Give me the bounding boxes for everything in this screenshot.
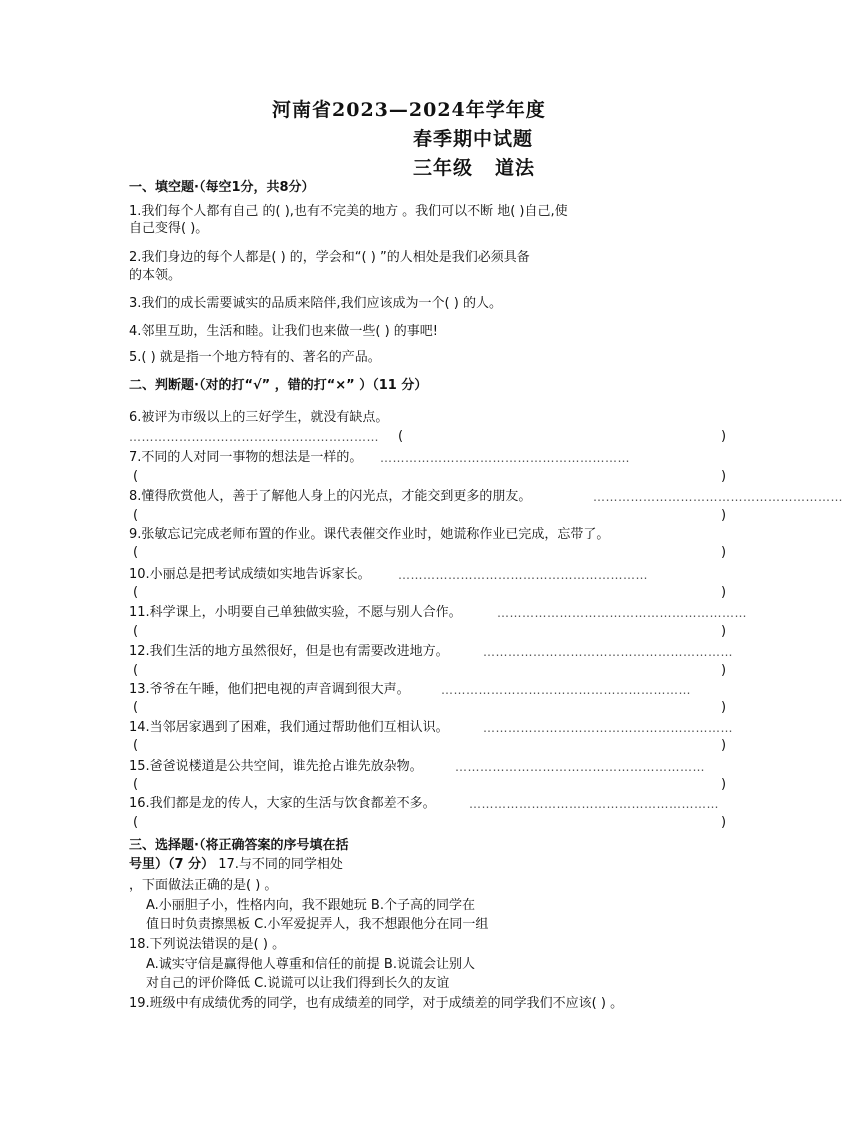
answer-paren-open: ( [133, 508, 139, 523]
dot-leader: …………………………………………………… [398, 568, 648, 582]
question-1-line-2: 自己变得( )。 [129, 221, 209, 236]
answer-paren-close: ) [721, 624, 727, 639]
question-19: 19.班级中有成绩优秀的同学，也有成绩差的同学，对于成绩差的同学我们不应该( ) 。 [129, 996, 624, 1011]
judge-item: 6.被评为市级以上的三好学生，就没有缺点。 [129, 410, 389, 425]
answer-paren-open: ( [133, 624, 139, 639]
grade-subject [413, 153, 535, 180]
judge-item: 8.懂得欣赏他人，善于了解他人身上的闪光点，才能交到更多的朋友。 [129, 489, 532, 504]
answer-paren-close: ) [721, 585, 727, 600]
dot-leader: …………………………………………………… [469, 797, 719, 811]
question-17-start: 17.与不同的同学相处 [214, 857, 343, 872]
dot-leader: …………………………………………………… [483, 645, 733, 659]
answer-paren-open: ( [133, 738, 139, 753]
question-18: 18.下列说法错误的是( ) 。 [129, 937, 286, 952]
question-18-options-2: 对自己的评价降低 C.说谎可以让我们得到长久的友谊 [146, 976, 450, 991]
judge-item: 16.我们都是龙的传人，大家的生活与饮食都差不多。 [129, 796, 436, 811]
answer-paren-close: ) [721, 469, 727, 484]
question-5: 5.( ) 就是指一个地方特有的、著名的产品。 [129, 350, 381, 365]
judge-item: 7.不同的人对同一事物的想法是一样的。 [129, 450, 363, 465]
answer-paren-close: ) [721, 815, 727, 830]
exam-title: 河南省2023—2024年学年度 [272, 99, 546, 121]
grade-label: 三年级 [413, 157, 474, 179]
answer-paren-close: ) [721, 663, 727, 678]
dot-leader: …………………………………………………… [380, 451, 630, 465]
question-4: 4.邻里互助，生活和睦。让我们也来做一些( ) 的事吧! [129, 324, 439, 339]
answer-paren-close: ) [721, 545, 727, 560]
dot-leader: …………………………………………………… [129, 430, 379, 444]
judge-item: 11.科学课上，小明要自己单独做实验，不愿与别人合作。 [129, 605, 462, 620]
answer-paren-close: ) [721, 508, 727, 523]
exam-subtitle: 春季期中试题 [413, 128, 534, 150]
subject-label: 道法 [495, 157, 536, 179]
judge-item: 15.爸爸说楼道是公共空间，谁先抢占谁先放杂物。 [129, 759, 423, 774]
question-17: ，下面做法正确的是( ) 。 [129, 878, 278, 893]
answer-paren-open: ( [133, 700, 139, 715]
judge-item: 9.张敏忘记完成老师布置的作业。课代表催交作业时，她谎称作业已完成，忘带了。 [129, 527, 610, 542]
section-3-score: 号里）（7 分） [129, 857, 215, 872]
question-3: 3.我们的成长需要诚实的品质来陪伴,我们应该成为一个( ) 的人。 [129, 296, 502, 311]
judge-item: 14.当邻居家遇到了困难，我们通过帮助他们互相认识。 [129, 720, 449, 735]
section-3-heading-line-2 [129, 857, 343, 873]
dot-leader: …………………………………………………… [441, 683, 691, 697]
dot-leader: …………………………………………………… [455, 760, 705, 774]
answer-paren-open: ( [133, 545, 139, 560]
question-2-line-2: 的本领。 [129, 268, 182, 283]
judge-item: 10.小丽总是把考试成绩如实地告诉家长。 [129, 567, 371, 582]
section-3-heading: 三、选择题·（将正确答案的序号填在括 [129, 838, 349, 853]
answer-paren-close: ) [721, 738, 727, 753]
answer-paren-open: ( [133, 777, 139, 792]
answer-paren-open: ( [398, 429, 404, 444]
answer-paren-close: ) [721, 429, 727, 444]
question-1-line-1: 1.我们每个人都有自己 的( ),也有不完美的地方 。我们可以不断 地( )自己,使 [129, 204, 568, 219]
answer-paren-close: ) [721, 777, 727, 792]
section-2-heading: 二、判断题·（对的打“√” ，错的打“×” ）（11 分） [129, 378, 428, 393]
question-2-line-1: 2.我们身边的每个人都是( ) 的，学会和“( ) ”的人相处是我们必须具备 [129, 250, 530, 265]
answer-paren-open: ( [133, 469, 139, 484]
question-17-options-2: 值日时负责擦黑板 C.小军爱捉弄人，我不想跟他分在同一组 [146, 917, 489, 932]
section-1-heading: 一、填空题·（每空1分，共8分） [129, 180, 315, 195]
answer-paren-open: ( [133, 585, 139, 600]
question-18-options-1: A.诚实守信是赢得他人尊重和信任的前提 B.说谎会让别人 [146, 957, 475, 972]
answer-paren-open: ( [133, 815, 139, 830]
question-17-options-1: A.小丽胆子小，性格内向，我不跟她玩 B.个子高的同学在 [146, 898, 475, 913]
answer-paren-open: ( [133, 663, 139, 678]
judge-item: 12.我们生活的地方虽然很好，但是也有需要改进地方。 [129, 644, 449, 659]
dot-leader: …………………………………………………… [593, 490, 843, 504]
judge-item: 13.爷爷在午睡，他们把电视的声音调到很大声。 [129, 682, 410, 697]
dot-leader: …………………………………………………… [483, 721, 733, 735]
answer-paren-close: ) [721, 700, 727, 715]
dot-leader: …………………………………………………… [497, 606, 747, 620]
